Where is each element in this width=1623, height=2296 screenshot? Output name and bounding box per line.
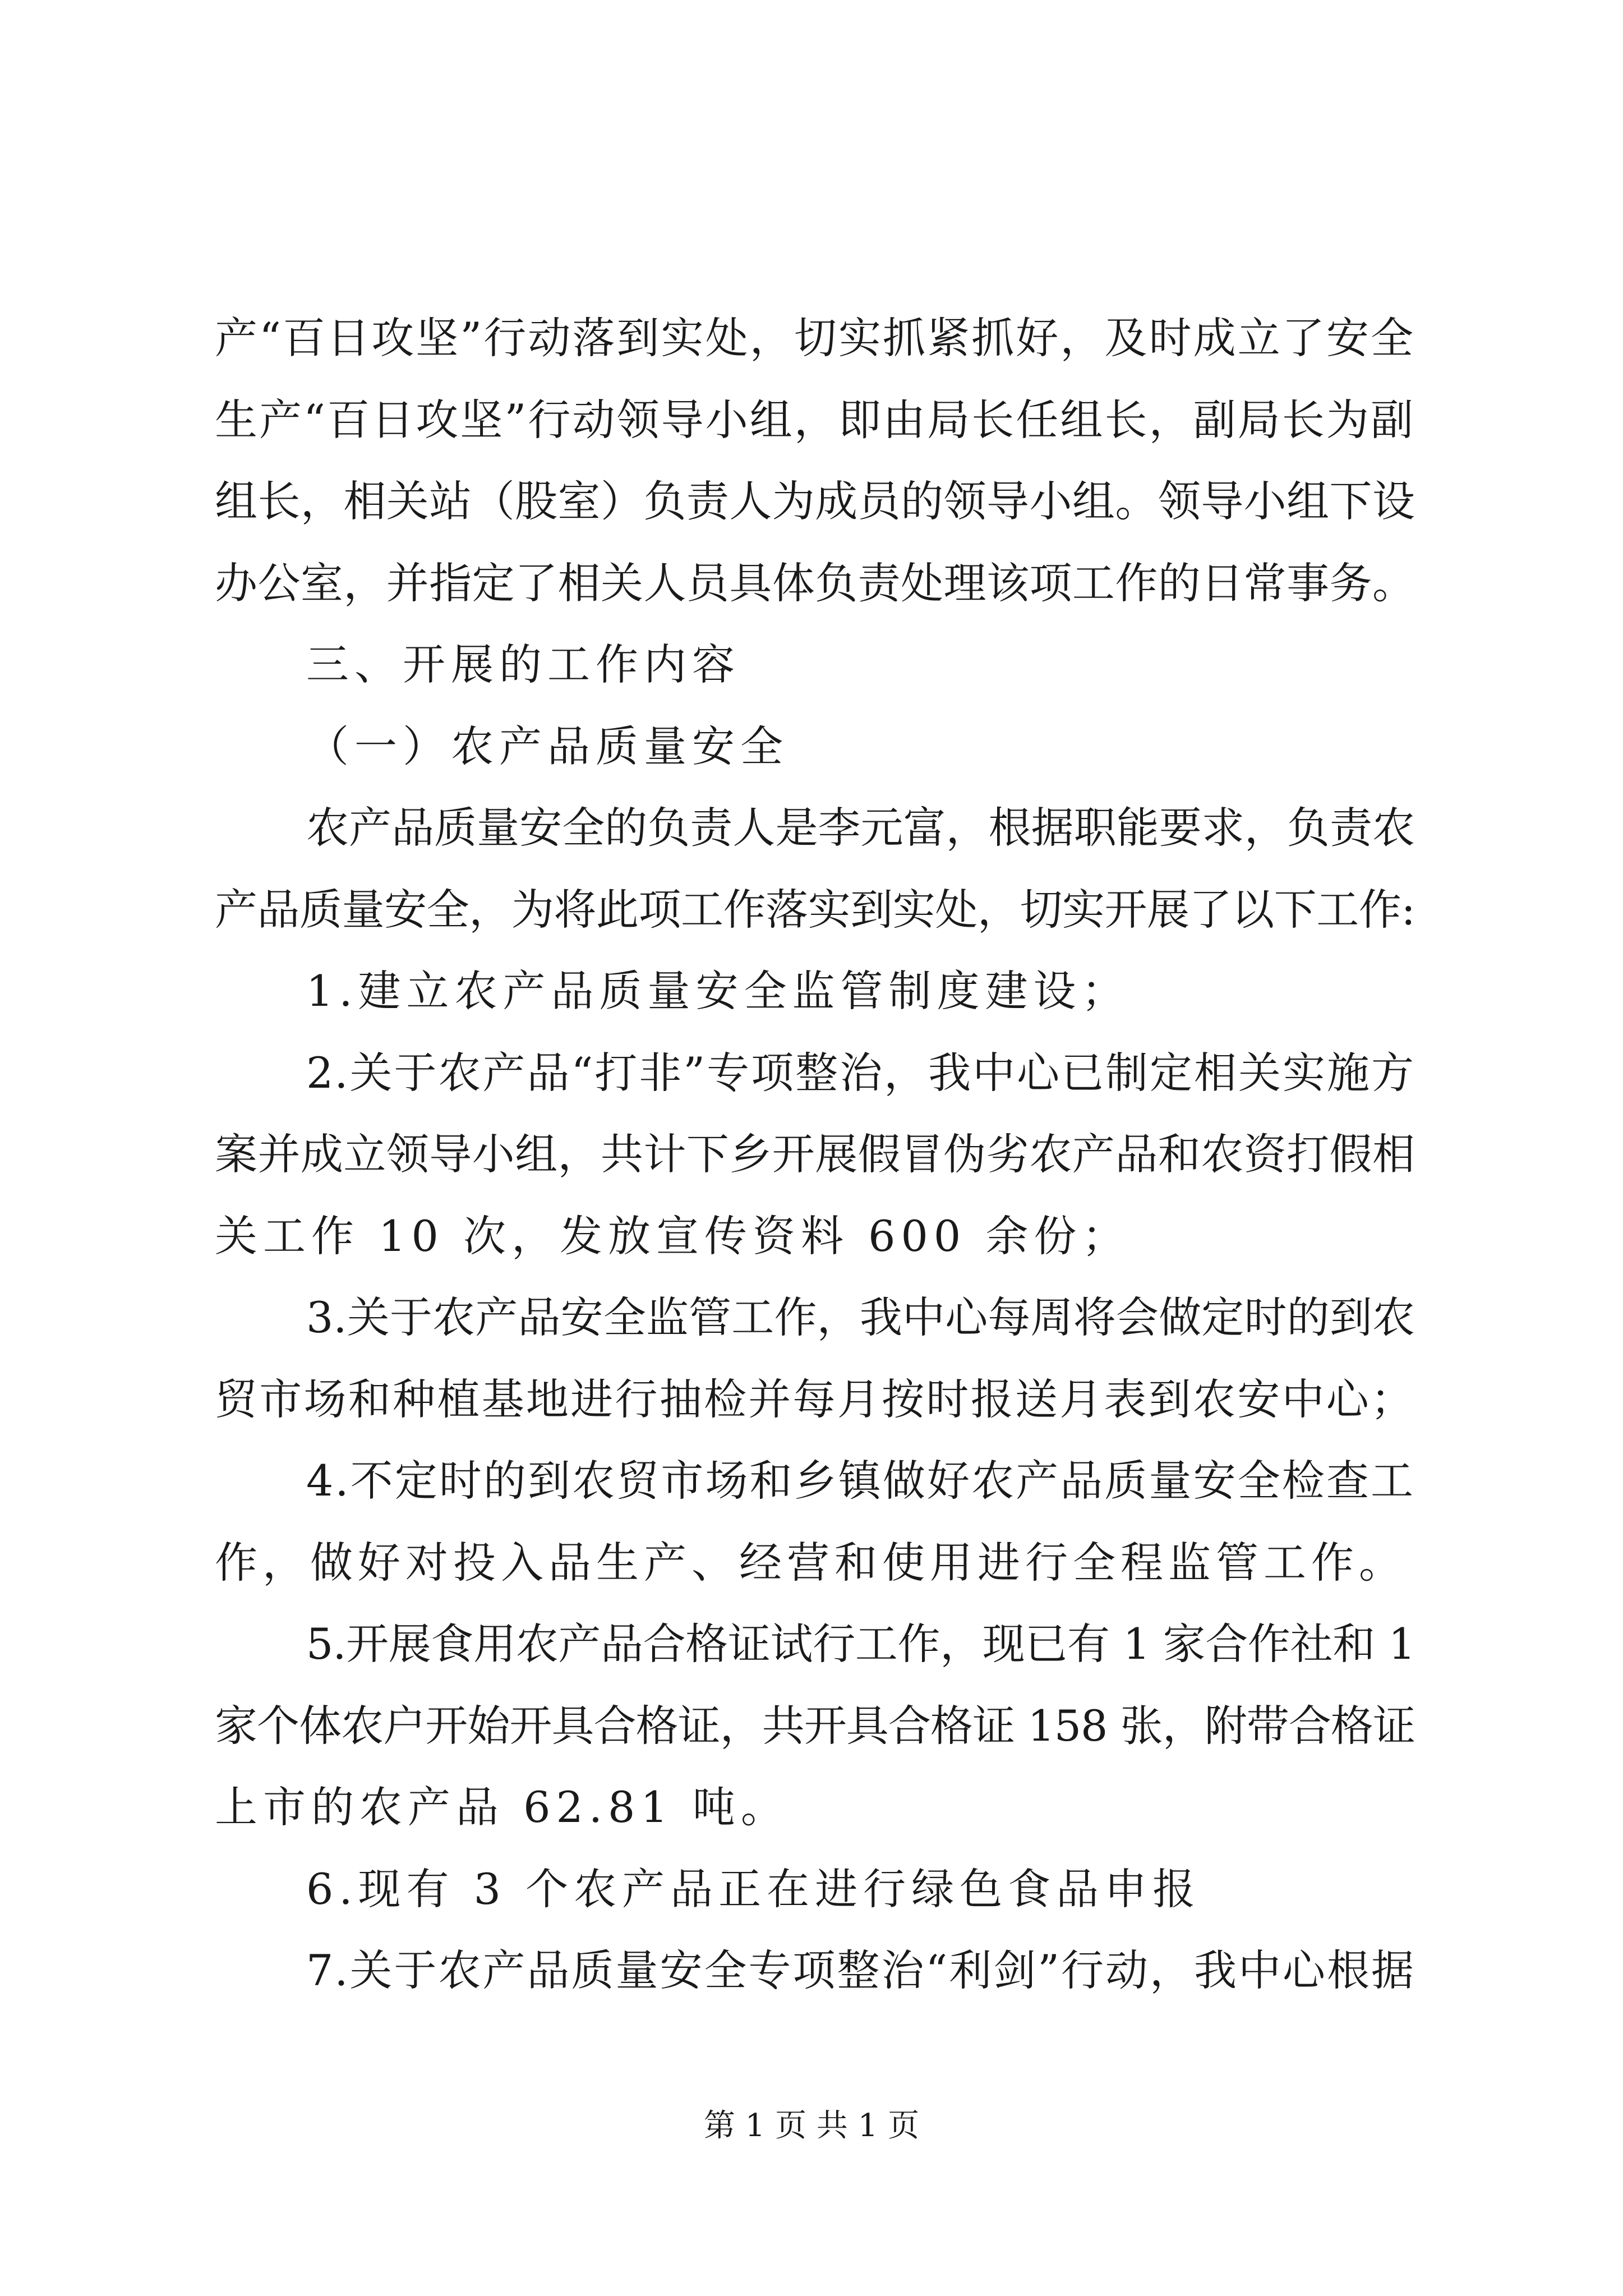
page-footer: 第 1 页 共 1 页 [703, 2108, 920, 2144]
text-line: 作，做好对投入品生产、经营和使用进行全程监管工作。 [215, 1537, 1407, 1588]
list-item: 5.开展食用农产品合格证试行工作，现已有 1 家合作社和 1 [306, 1619, 1415, 1669]
text-line: 组长，相关站（股室）负责人为成员的领导小组。领导小组下设 [215, 476, 1415, 526]
list-item: 4.不定时的到农贸市场和乡镇做好农产品质量安全检查工 [306, 1456, 1415, 1506]
list-item: 3.关于农产品安全监管工作，我中心每周将会做定时的到农 [306, 1292, 1415, 1342]
text-line: 上市的农产品 62.81 吨。 [215, 1782, 789, 1832]
text-line: 贸市场和种植基地进行抽检并每月按时报送月表到农安中心； [215, 1374, 1415, 1424]
list-item: 7.关于农产品质量安全专项整治“利剑”行动，我中心根据 [306, 1945, 1415, 1995]
section-heading: 三、开展的工作内容 [306, 639, 740, 689]
text-line: 家个体农户开始开具合格证，共开具合格证 158 张，附带合格证 [215, 1700, 1415, 1751]
text-line: 案并成立领导小组，共计下乡开展假冒伪劣农产品和农资打假相 [215, 1129, 1415, 1179]
document-body [215, 297, 1415, 2012]
list-item: 1.建立农产品质量安全监管制度建设； [306, 966, 1130, 1016]
text-line: 关工作 10 次，发放宣传资料 600 余份； [215, 1211, 1131, 1261]
subsection-heading: （一）农产品质量安全 [306, 721, 789, 771]
text-line: 生产“百日攻坚”行动领导小组，即由局长任组长，副局长为副 [215, 394, 1415, 445]
text-line: 产品质量安全，为将此项工作落实到实处，切实开展了以下工作: [215, 884, 1415, 935]
text-line: 产“百日攻坚”行动落到实处，切实抓紧抓好，及时成立了安全 [215, 313, 1415, 363]
list-item: 6.现有 3 个农产品正在进行绿色食品申报 [306, 1864, 1201, 1914]
text-line: 办公室，并指定了相关人员具体负责处理该项工作的日常事务。 [215, 558, 1415, 608]
text-line: 农产品质量安全的负责人是李元富，根据职能要求，负责农 [306, 803, 1415, 853]
list-item: 2.关于农产品“打非”专项整治，我中心已制定相关实施方 [306, 1047, 1415, 1098]
